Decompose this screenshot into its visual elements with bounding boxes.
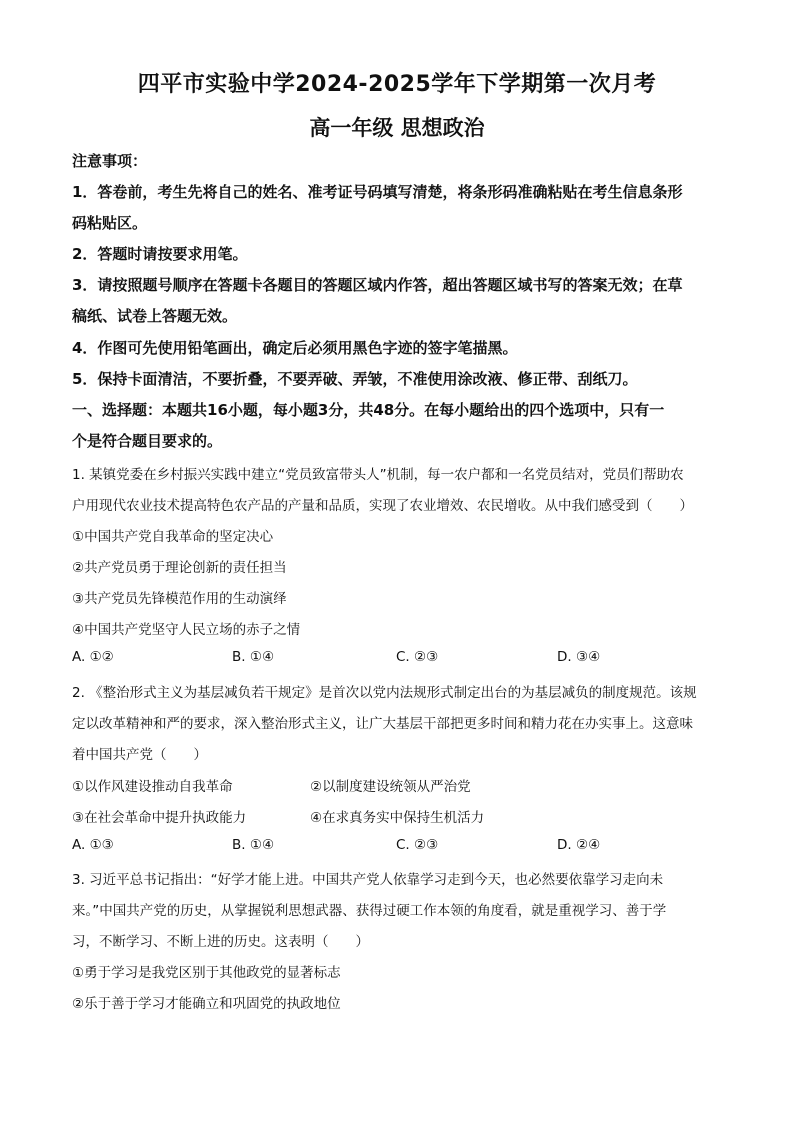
q1-option-d: D. ③④ [557, 649, 601, 665]
q2-option-b: B. ①④ [232, 837, 275, 853]
q1-item-4: ④中国共产党坚守人民立场的赤子之情 [72, 622, 301, 638]
section-heading: 一、选择题：本题共16小题，每小题3分，共48分。在每小题给出的四个选项中，只有一 [72, 401, 665, 419]
q3-stem-line-3: 习，不断学习、不断上进的历史。这表明（ ） [72, 934, 369, 950]
q2-option-a: A. ①③ [72, 837, 114, 853]
notice-line-3: 3．请按照题号顺序在答题卡各题目的答题区域内作答，超出答题区域书写的答案无效；在草 [72, 276, 683, 294]
notice-line-4: 4．作图可先使用铅笔画出，确定后必须用黑色字迹的签字笔描黑。 [72, 339, 518, 357]
notice-line-5: 5．保持卡面清洁，不要折叠，不要弄破、弄皱，不准使用涂改液、修正带、刮纸刀。 [72, 370, 638, 388]
q1-option-c: C. ②③ [396, 649, 439, 665]
section-heading-cont: 个是符合题目要求的。 [72, 432, 223, 450]
q1-item-1: ①中国共产党自我革命的坚定决心 [72, 529, 274, 545]
q2-stem-line-1: 2. 《整治形式主义为基层减负若干规定》是首次以党内法规形式制定出台的为基层减负的制度规范。该规 [72, 685, 697, 701]
q3-item-2: ②乐于善于学习才能确立和巩固党的执政地位 [72, 996, 341, 1012]
q2-item-4: ④在求真务实中保持生机活力 [310, 810, 485, 826]
notice-line-1-cont: 码粘贴区。 [72, 214, 148, 232]
notice-line-2: 2．答题时请按要求用笔。 [72, 245, 248, 263]
q3-stem-line-1: 3. 习近平总书记指出：“好学才能上进。中国共产党人依靠学习走到今天，也必然要依靠学习走向未 [72, 872, 664, 888]
q2-item-3: ③在社会革命中提升执政能力 [72, 810, 247, 826]
q2-item-2: ②以制度建设统领从严治党 [310, 779, 471, 795]
q1-option-b: B. ①④ [232, 649, 275, 665]
q2-option-c: C. ②③ [396, 837, 439, 853]
notice-line-3-cont: 稿纸、试卷上答题无效。 [72, 307, 238, 325]
q1-stem-line-1: 1. 某镇党委在乡村振兴实践中建立“党员致富带头人”机制，每一农户都和一名党员结对，党员们帮助农 [72, 467, 684, 483]
q1-stem-line-2: 户用现代农业技术提高特色农产品的产量和品质，实现了农业增效、农民增收。从中我们感受到（ ） [72, 498, 693, 514]
q2-stem-line-3: 着中国共产党（ ） [72, 747, 207, 763]
q2-stem-line-2: 定以改革精神和严的要求，深入整治形式主义，让广大基层干部把更多时间和精力花在办实事上。这意味 [72, 716, 693, 732]
notice-heading: 注意事项： [72, 152, 148, 170]
q1-option-a: A. ①② [72, 649, 114, 665]
q1-item-3: ③共产党员先锋模范作用的生动演绎 [72, 591, 287, 607]
q2-item-1: ①以作风建设推动自我革命 [72, 779, 233, 795]
exam-subtitle: 高一年级 思想政治 [309, 116, 485, 140]
notice-line-1: 1．答卷前，考生先将自己的姓名、准考证号码填写清楚，将条形码准确粘贴在考生信息条形 [72, 183, 683, 201]
q1-item-2: ②共产党员勇于理论创新的责任担当 [72, 560, 287, 576]
exam-title: 四平市实验中学2024-2025学年下学期第一次月考 [137, 72, 657, 97]
q2-option-d: D. ②④ [557, 837, 601, 853]
q3-item-1: ①勇于学习是我党区别于其他政党的显著标志 [72, 965, 341, 981]
q3-stem-line-2: 来。”中国共产党的历史，从掌握锐利思想武器、获得过硬工作本领的角度看，就是重视学习、善于学 [72, 903, 667, 919]
